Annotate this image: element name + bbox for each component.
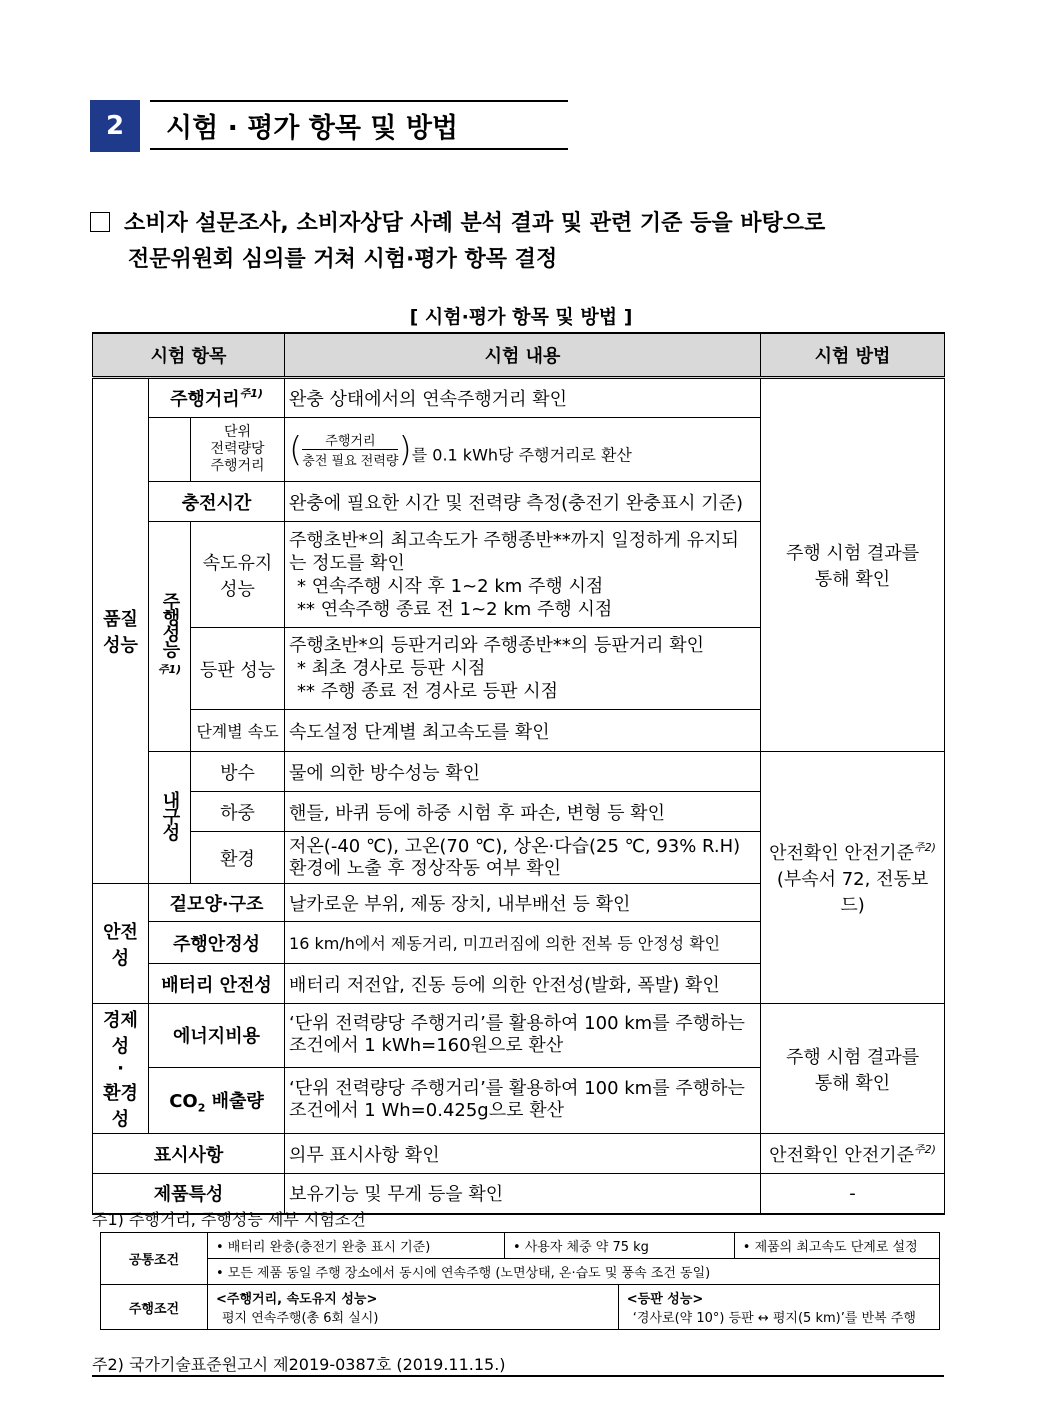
evaluation-table <box>92 332 945 1215</box>
content-charge: 완충에 필요한 시간 및 전력량 측정(충전기 완충표시 기준) <box>285 482 761 522</box>
cond-drive-1: <주행거리, 속도유지 성능> 평지 연속주행(총 6회 실시) <box>208 1285 619 1330</box>
item-env: 환경 <box>191 832 285 884</box>
content-env: 저온(-40 ℃), 고온(70 ℃), 상온·다습(25 ℃, 93% R.H) 환경에 노출 후 정상작동 여부 확인 <box>285 832 761 884</box>
content-unit: ( 주행거리 충전 필요 전력량 ) 를 0.1 kWh당 주행거리로 환산 <box>285 418 761 482</box>
section-title: 시험 · 평가 항목 및 방법 <box>150 100 568 150</box>
method-safety-1: 안전확인 안전기준$^{주2)}$ (부속서 72, 전동보드) <box>761 752 945 1004</box>
group-durability: 내구성 <box>149 752 191 884</box>
intro-line-1: 소비자 설문조사, 소비자상담 사례 분석 결과 및 관련 기준 등을 바탕으로 <box>124 211 826 236</box>
content-battery: 배터리 저전압, 진동 등에 의한 안전성(발화, 폭발) 확인 <box>285 964 761 1004</box>
item-battery: 배터리 안전성 <box>149 964 285 1004</box>
group-econ: 경제성 · 환경성 <box>93 1004 149 1134</box>
item-speed: 속도유지 성능 <box>191 522 285 628</box>
table-caption: [ 시험·평가 항목 및 방법 ] <box>409 306 633 328</box>
intro-line-2: 전문위원회 심의를 거쳐 시험·평가 항목 결정 <box>128 247 558 272</box>
item-energy: 에너지비용 <box>149 1004 285 1068</box>
content-load: 핸들, 바퀴 등에 하중 시험 후 파손, 변형 등 확인 <box>285 792 761 832</box>
conditions-table <box>100 1232 940 1330</box>
header-content: 시험 내용 <box>285 333 761 378</box>
common-label: 공통조건 <box>101 1233 208 1285</box>
header-method: 시험 방법 <box>761 333 945 378</box>
cond-2: • 사용자 체중 약 75 kg <box>504 1233 734 1259</box>
content-feature: 보유기능 및 무게 등을 확인 <box>285 1174 761 1214</box>
content-energy: ‘단위 전력량당 주행거리’를 활용하여 100 km를 주행하는 조건에서 1 kWh=160원으로 환산 <box>285 1004 761 1068</box>
cond-4: • 모든 제품 동일 주행 장소에서 동시에 연속주행 (노면상태, 온·습도 및 풍속 조건 동일) <box>208 1259 940 1285</box>
content-speed: 주행초반*의 최고속도가 주행종반**까지 일정하게 유지되는 정도를 확인 * 연속주행 시작 후 1~2 km 주행 시점 ** 연속주행 종료 전 1~2 km 주행 시점 <box>285 522 761 628</box>
content-shape: 날카로운 부위, 제동 장치, 내부배선 등 확인 <box>285 884 761 922</box>
item-range: 주행거리$^{주1)}$ <box>149 378 285 418</box>
item-climb: 등판 성능 <box>191 628 285 710</box>
cond-1: • 배터리 완충(충전기 완충 표시 기준) <box>208 1233 505 1259</box>
method-drive-2: 주행 시험 결과를 통해 확인 <box>761 1004 945 1134</box>
section-number: 2 <box>90 100 140 152</box>
item-co2: $CO_2$ 배출량 <box>149 1067 285 1133</box>
content-water: 물에 의한 방수성능 확인 <box>285 752 761 792</box>
item-unit: 단위 전력량당 주행거리 <box>191 418 285 482</box>
group-safety: 안전성 <box>93 884 149 1004</box>
content-co2: ‘단위 전력량당 주행거리’를 활용하여 100 km를 주행하는 조건에서 1 Wh=0.425g으로 환산 <box>285 1067 761 1133</box>
intro-paragraph <box>90 206 950 278</box>
cond-3: • 제품의 최고속도 단계로 설정 <box>734 1233 939 1259</box>
content-step: 속도설정 단계별 최고속도를 확인 <box>285 710 761 752</box>
item-water: 방수 <box>191 752 285 792</box>
item-feature: 제품특성 <box>93 1174 285 1214</box>
header-item: 시험 항목 <box>93 333 285 378</box>
content-climb: 주행초반*의 등판거리와 주행종반**의 등판거리 확인 * 최초 경사로 등판 시점 ** 주행 종료 전 경사로 등판 시점 <box>285 628 761 710</box>
checkbox-bullet-icon <box>90 212 110 232</box>
method-safety-2: 안전확인 안전기준$^{주2)}$ <box>761 1134 945 1174</box>
method-drive-1: 주행 시험 결과를 통해 확인 <box>761 378 945 752</box>
group-driving: 주행성능 $^{주1)}$ <box>149 522 191 752</box>
note-2: 주2) 국가기술표준원고시 제2019-0387호 (2019.11.15.) <box>92 1355 506 1374</box>
item-stability: 주행안정성 <box>149 922 285 964</box>
method-dash: - <box>761 1174 945 1214</box>
content-display: 의무 표시사항 확인 <box>285 1134 761 1174</box>
item-step: 단계별 속도 <box>191 710 285 752</box>
item-load: 하중 <box>191 792 285 832</box>
cond-drive-2: <등판 성능> ‘경사로(약 10°) 등판 ↔ 평지(5 km)’를 반복 주행 <box>618 1285 939 1330</box>
bottom-rule <box>92 1375 944 1377</box>
item-display: 표시사항 <box>93 1134 285 1174</box>
content-range: 완충 상태에서의 연속주행거리 확인 <box>285 378 761 418</box>
group-quality: 품질 성능 <box>93 378 149 884</box>
note-1: 주1) 주행거리, 주행성능 세부 시험조건 <box>92 1210 366 1229</box>
content-stability: 16 km/h에서 제동거리, 미끄러짐에 의한 전복 등 안정성 확인 <box>285 922 761 964</box>
item-charge: 충전시간 <box>149 482 285 522</box>
driving-label: 주행조건 <box>101 1285 208 1330</box>
item-shape: 겉모양·구조 <box>149 884 285 922</box>
